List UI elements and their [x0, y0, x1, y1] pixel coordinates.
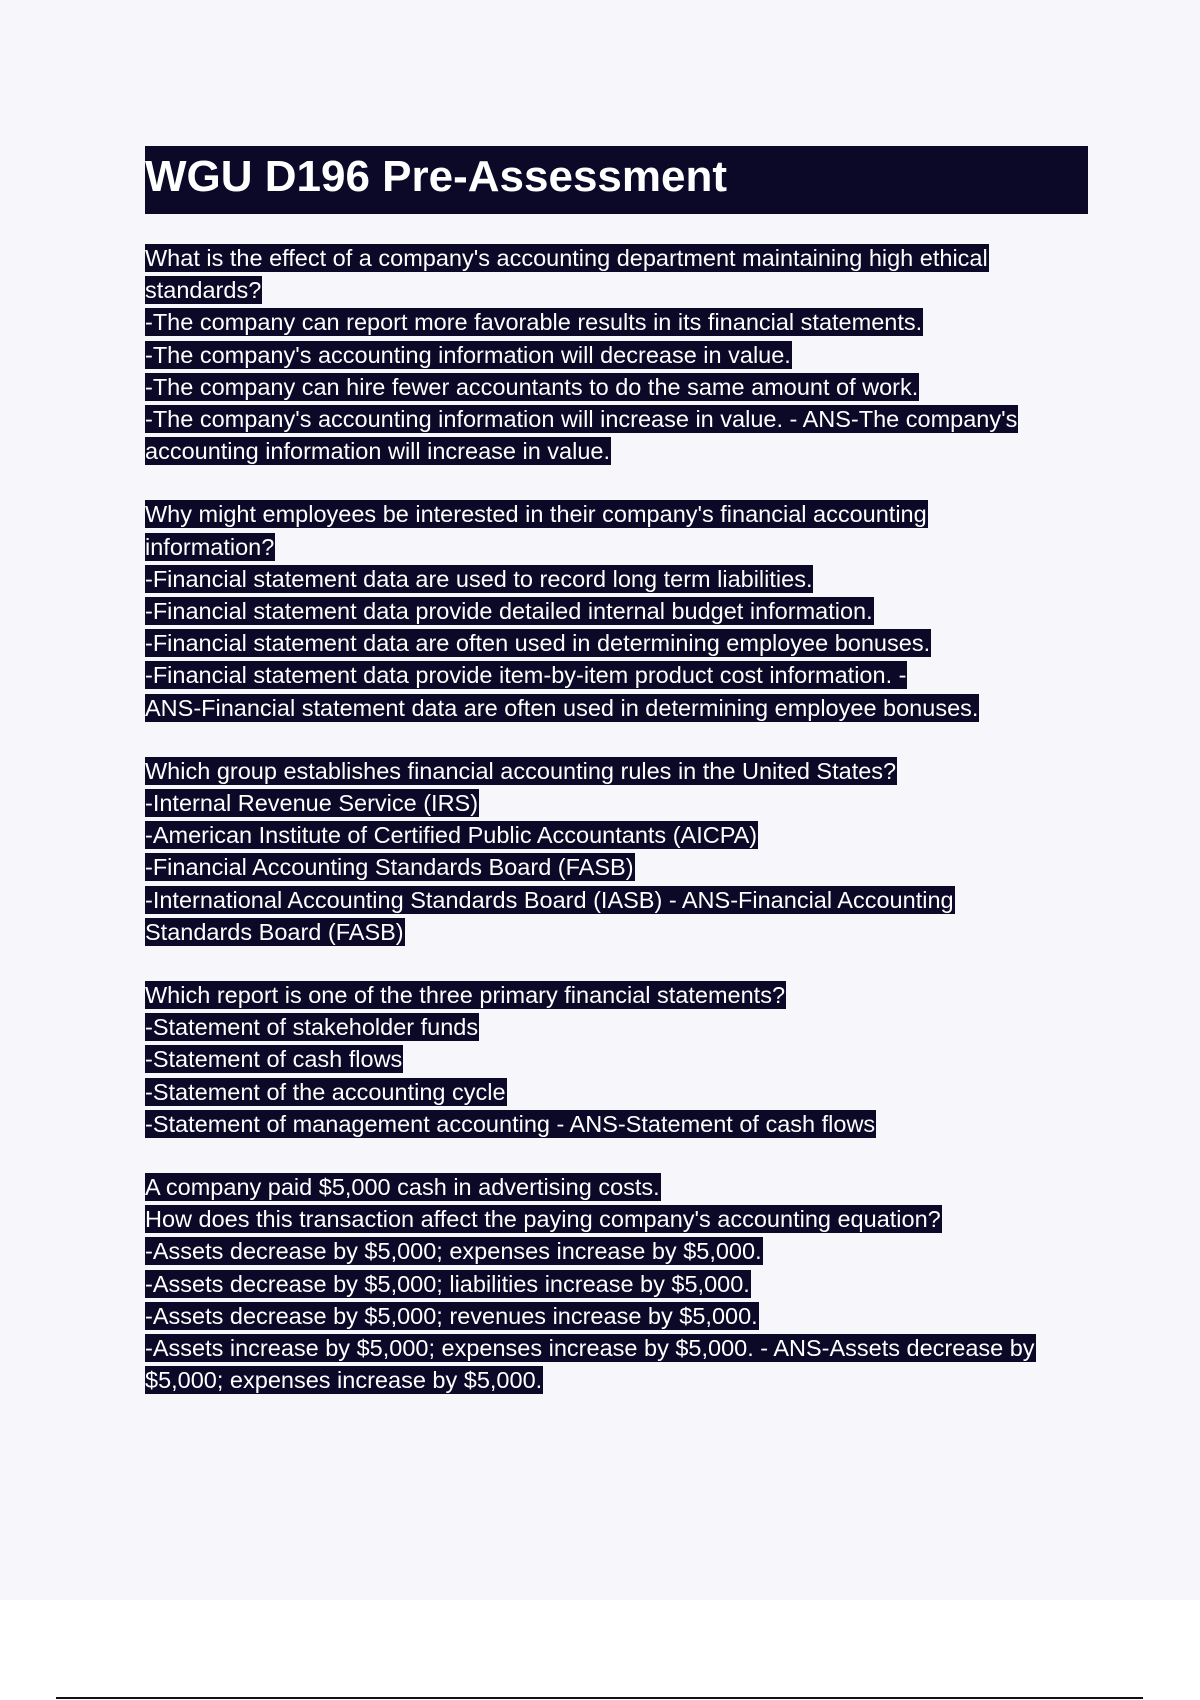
highlighted-text: -Financial statement data provide item-by-item product cost information. - [145, 662, 907, 689]
highlighted-text: Why might employees be interested in their company's financial accounting [145, 501, 927, 528]
answer-line [145, 916, 1089, 948]
question-block [145, 755, 1089, 948]
answer-line [145, 1076, 1089, 1108]
question-block [145, 979, 1089, 1140]
answer-line [145, 403, 1089, 435]
highlighted-text: $5,000; expenses increase by $5,000. [145, 1367, 543, 1394]
answer-line [145, 819, 1089, 851]
highlighted-text: -Assets decrease by $5,000; revenues increase by $5,000. [145, 1302, 758, 1329]
question-text [145, 979, 1089, 1011]
highlighted-text: -Assets decrease by $5,000; liabilities increase by $5,000. [145, 1270, 750, 1297]
answer-line [145, 595, 1089, 627]
answer-line [145, 692, 1089, 724]
answer-line [145, 1043, 1089, 1075]
highlighted-text: -Financial statement data are often used in determining employee bonuses. [145, 630, 931, 657]
answer-line [145, 274, 1089, 306]
highlighted-text: -Internal Revenue Service (IRS) [145, 790, 479, 817]
answer-line [145, 531, 1089, 563]
highlighted-text: -Financial statement data are used to record long term liabilities. [145, 565, 813, 592]
highlighted-text: What is the effect of a company's accounting department maintaining high ethical [145, 245, 988, 271]
question-block [145, 498, 1089, 723]
answer-line [145, 1203, 1089, 1235]
title-bar [145, 146, 1088, 214]
highlighted-text: -The company's accounting information will increase in value. - ANS-The company's [145, 406, 1018, 433]
highlighted-text: -Assets increase by $5,000; expenses increase by $5,000. - ANS-Assets decrease by [145, 1335, 1035, 1362]
answer-line [145, 1300, 1089, 1332]
highlighted-text: A company paid $5,000 cash in advertising costs. [145, 1174, 660, 1201]
answer-line [145, 1235, 1089, 1267]
highlighted-text: accounting information will increase in value. [145, 438, 611, 465]
highlighted-text: -American Institute of Certified Public Accountants (AICPA) [145, 822, 758, 849]
highlighted-text: standards? [145, 277, 262, 304]
highlighted-text: ANS-Financial statement data are often used in determining employee bonuses. [145, 694, 979, 721]
question-block [145, 242, 1089, 467]
highlighted-text: -The company's accounting information will decrease in value. [145, 341, 791, 368]
highlighted-text: -International Accounting Standards Board (IASB) - ANS-Financial Accounting [145, 886, 954, 913]
question-text [145, 242, 1089, 274]
answer-line [145, 1268, 1089, 1300]
answer-line [145, 563, 1089, 595]
answer-line [145, 884, 1089, 916]
question-list [145, 242, 1089, 1397]
footer-divider [56, 1697, 1143, 1699]
answer-line [145, 339, 1089, 371]
document-content [145, 146, 1089, 1397]
page-title: WGU D196 Pre-Assessment [145, 152, 728, 201]
highlighted-text: Which group establishes financial accounting rules in the United States? [145, 757, 897, 784]
answer-line [145, 1108, 1089, 1140]
highlighted-text: How does this transaction affect the paying company's accounting equation? [145, 1206, 941, 1233]
answer-line [145, 787, 1089, 819]
question-text [145, 1171, 1089, 1203]
answer-line [145, 851, 1089, 883]
answer-line [145, 1011, 1089, 1043]
highlighted-text: -Statement of the accounting cycle [145, 1078, 506, 1105]
highlighted-text: Which report is one of the three primary financial statements? [145, 982, 786, 1009]
highlighted-text: -The company can report more favorable results in its financial statements. [145, 309, 923, 336]
answer-line [145, 659, 1089, 691]
answer-line [145, 435, 1089, 467]
question-text [145, 498, 1089, 530]
answer-line [145, 1332, 1089, 1364]
question-block [145, 1171, 1089, 1396]
highlighted-text: information? [145, 533, 275, 560]
highlighted-text: -Assets decrease by $5,000; expenses increase by $5,000. [145, 1238, 762, 1265]
answer-line [145, 627, 1089, 659]
highlighted-text: -The company can hire fewer accountants to do the same amount of work. [145, 373, 919, 400]
highlighted-text: -Statement of cash flows [145, 1046, 403, 1073]
highlighted-text: Standards Board (FASB) [145, 918, 404, 945]
highlighted-text: -Financial Accounting Standards Board (FASB) [145, 854, 634, 881]
highlighted-text: -Statement of management accounting - ANS-Statement of cash flows [145, 1110, 876, 1137]
answer-line [145, 306, 1089, 338]
question-text [145, 755, 1089, 787]
answer-line [145, 1364, 1089, 1396]
highlighted-text: -Financial statement data provide detailed internal budget information. [145, 598, 873, 625]
answer-line [145, 371, 1089, 403]
highlighted-text: -Statement of stakeholder funds [145, 1014, 479, 1041]
